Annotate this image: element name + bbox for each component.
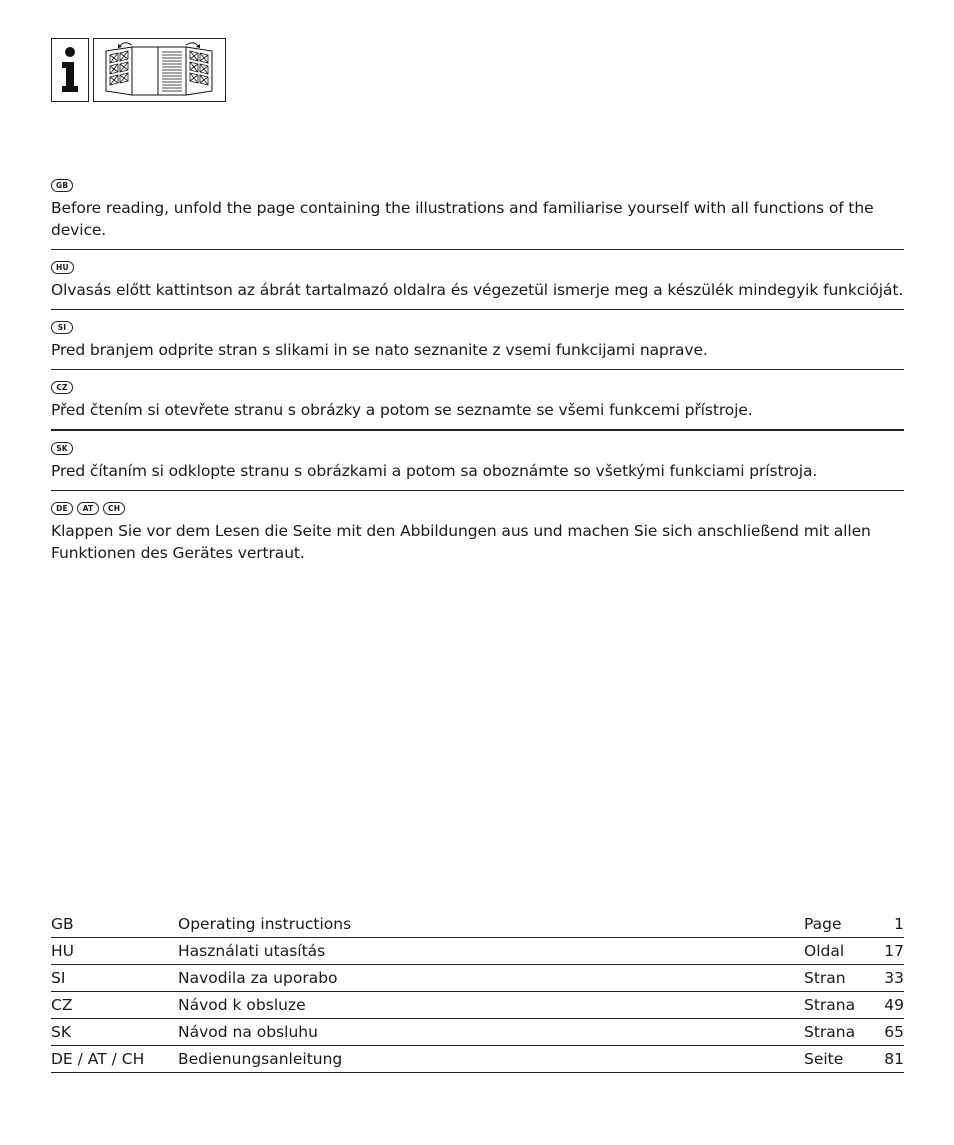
toc-code: GB	[51, 915, 74, 933]
header-icons	[51, 38, 226, 102]
toc-page-word: Page	[804, 915, 842, 933]
toc-row[interactable]	[51, 965, 904, 992]
lang-codes	[51, 258, 904, 276]
table-of-contents	[51, 911, 904, 1073]
toc-page-number: 49	[884, 996, 904, 1014]
lang-code-badge: AT	[77, 502, 99, 515]
lang-text: Před čtením si otevřete stranu s obrázky a potom se seznamte se všemi funkcemi přístroje.	[51, 401, 753, 419]
lang-code-badge: HU	[51, 261, 74, 274]
toc-title: Használati utasítás	[178, 942, 326, 960]
toc-title: Návod na obsluhu	[178, 1023, 318, 1041]
toc-page-number: 17	[884, 942, 904, 960]
toc-title: Návod k obsluze	[178, 996, 306, 1014]
toc-page-word: Strana	[804, 1023, 856, 1041]
lang-code-badge: SK	[51, 442, 73, 455]
toc-code: SI	[51, 969, 66, 987]
toc-title: Navodila za uporabo	[178, 969, 338, 987]
lang-code-badge: DE	[51, 502, 73, 515]
lang-codes	[51, 318, 904, 336]
lang-text: Before reading, unfold the page containing the illustrations and familiarise yourself with all functions of the device.	[51, 199, 874, 239]
lang-codes	[51, 499, 904, 517]
toc-page-word: Strana	[804, 996, 856, 1014]
info-icon	[51, 38, 89, 102]
toc-code: CZ	[51, 996, 73, 1014]
lang-block-gb	[51, 176, 904, 250]
toc-row[interactable]	[51, 1046, 904, 1073]
lang-codes	[51, 439, 904, 457]
toc-code: SK	[51, 1023, 72, 1041]
toc-row[interactable]	[51, 938, 904, 965]
lang-block-si	[51, 318, 904, 370]
lang-block-sk	[51, 439, 904, 491]
toc-page-number: 33	[884, 969, 904, 987]
toc-code: HU	[51, 942, 75, 960]
lang-text: Pred branjem odprite stran s slikami in se nato seznanite z vsemi funkcijami naprave.	[51, 341, 708, 359]
toc-title: Operating instructions	[178, 915, 352, 933]
unfold-pages-icon	[93, 38, 226, 102]
toc-row[interactable]	[51, 1019, 904, 1046]
toc-page-word: Seite	[804, 1050, 844, 1068]
toc-row[interactable]	[51, 911, 904, 938]
lang-code-badge: SI	[51, 321, 73, 334]
toc-page-number: 65	[884, 1023, 904, 1041]
toc-code: DE / AT / CH	[51, 1050, 145, 1068]
toc-row[interactable]	[51, 992, 904, 1019]
lang-block-hu	[51, 258, 904, 310]
lang-text: Olvasás előtt kattintson az ábrát tartalmazó oldalra és végezetül ismerje meg a készülék mindegyik funkcióját.	[51, 281, 904, 299]
lang-code-badge: CZ	[51, 381, 73, 394]
lang-text: Klappen Sie vor dem Lesen die Seite mit den Abbildungen aus und machen Sie sich anschließend mit allen Funktionen des Gerätes vertraut.	[51, 522, 871, 562]
language-instructions	[51, 176, 904, 580]
lang-codes	[51, 176, 904, 194]
lang-block-de-at-ch	[51, 499, 904, 572]
lang-text: Pred čítaním si odklopte stranu s obrázkami a potom sa oboznámte so všetkými funkciami prístroja.	[51, 462, 818, 480]
toc-page-word: Oldal	[804, 942, 845, 960]
lang-codes	[51, 378, 904, 396]
lang-block-cz	[51, 378, 904, 431]
lang-code-badge: GB	[51, 179, 73, 192]
lang-code-badge: CH	[103, 502, 125, 515]
toc-page-number: 81	[884, 1050, 904, 1068]
toc-page-word: Stran	[804, 969, 846, 987]
toc-title: Bedienungsanleitung	[178, 1050, 343, 1068]
toc-page-number: 1	[894, 915, 904, 933]
